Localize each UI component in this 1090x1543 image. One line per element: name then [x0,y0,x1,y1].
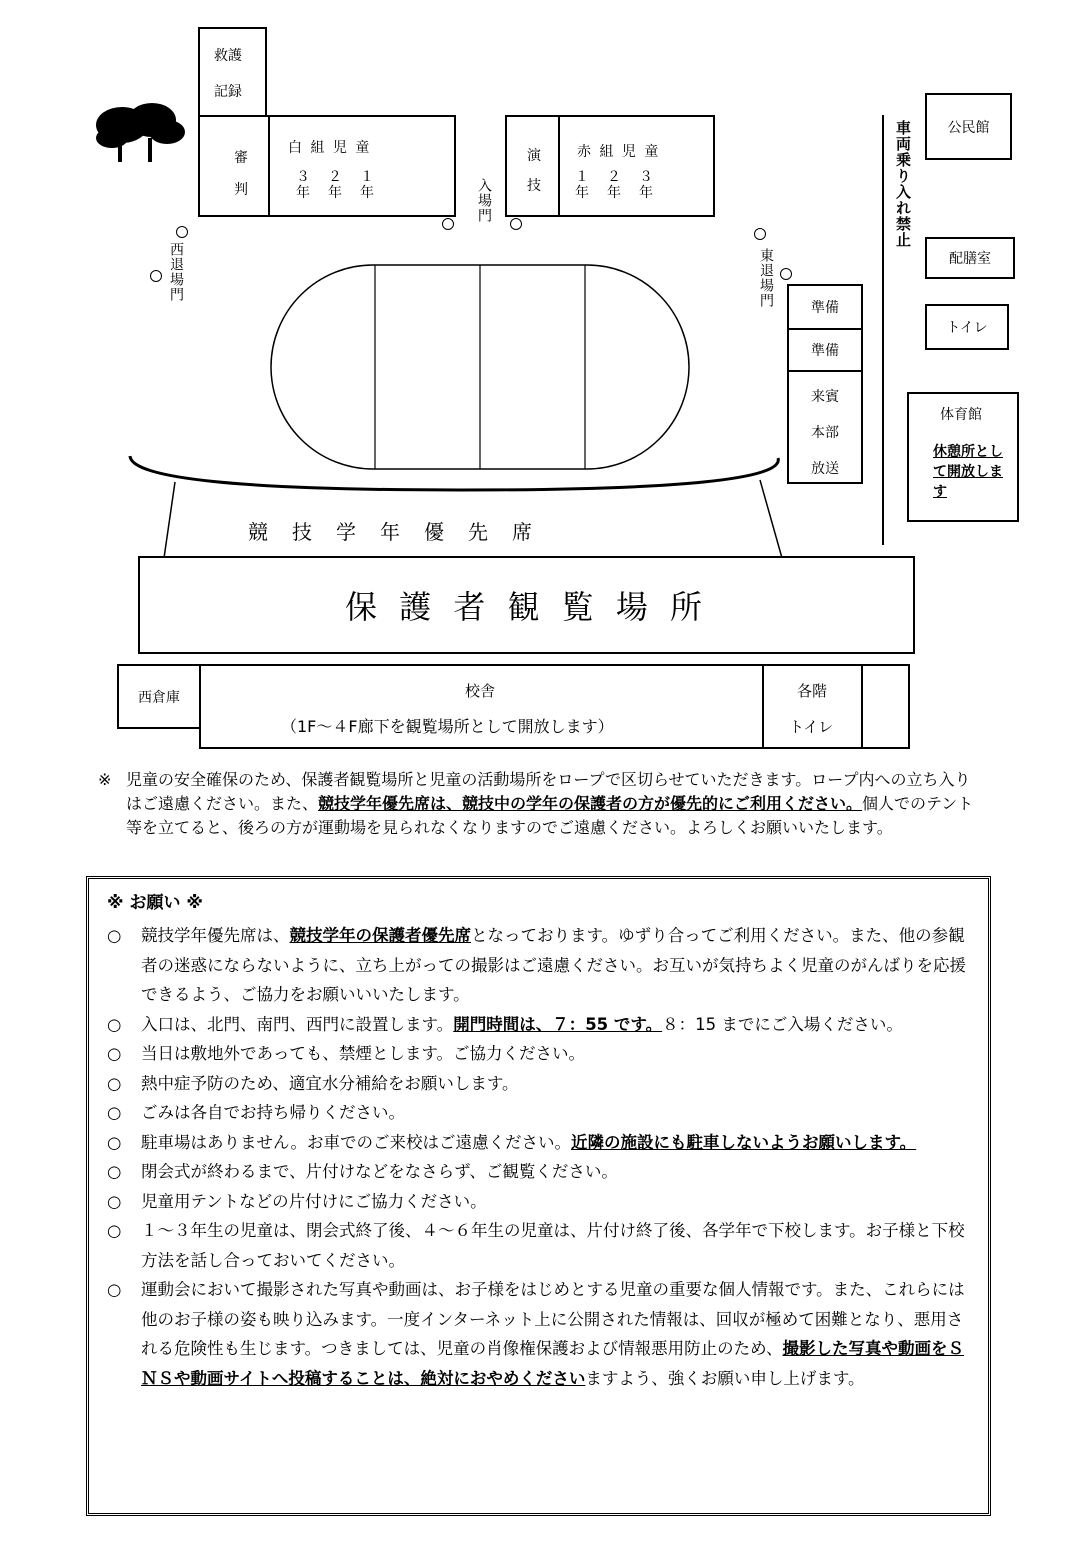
serving-room-label: 配膳室 [949,251,991,267]
performance-label-2: 技 [527,178,541,194]
west-storage [117,664,201,729]
guest-hq-tent [787,284,863,484]
serving-room [925,237,1015,279]
white-grade-3: ３ 年 [296,169,310,201]
judge-label-2: 判 [234,182,248,198]
community-hall-label: 公民館 [947,119,990,136]
running-track [268,262,692,472]
request-item [103,1039,974,1069]
request-text: 駐車場はありません。お車でのご来校はご遠慮ください。 [141,1132,571,1152]
request-text: 当日は敷地外であっても、禁煙とします。ご協力ください。 [141,1044,586,1063]
gate-post-icon [176,226,188,238]
request-item [103,1098,974,1128]
request-text: ごみは各自でお持ち帰りください。 [141,1103,405,1122]
request-text: 児童用テントなどの片付けにご協力ください。 [141,1191,487,1211]
request-item [103,1187,974,1217]
rescue-label: 救護 [214,48,242,64]
red-grade-1: １ 年 [575,169,589,201]
guest-label: 来賓 [811,389,839,405]
prep-label-1: 準備 [811,300,839,316]
request-item [103,1157,974,1187]
notice-bold: 競技学年優先席は、競技中の学年の保護者の方が優先的にご利用ください。 [318,794,863,813]
request-text: 競技学年優先席は、 [141,926,290,945]
school-building-note: （1F～４F廊下を観覧場所として開放します） [281,717,614,736]
request-text: 熱中症予防のため、適宜水分補給をお願いします。 [141,1073,519,1093]
notice-text-2: 個人でのテント等を立てると、後ろの方が運動場を見られなくなりますのでご遠慮ください。よろしくお願いいたします。 [126,794,974,837]
broadcast-label: 放送 [811,461,839,477]
red-team-tent [505,115,715,217]
floor-toilets-label-1: 各階 [797,682,828,700]
entrance-gate-label: 入場門 [476,178,492,223]
red-team-title: 赤 組 児 童 [577,144,661,160]
bullet-icon: ○ [107,1191,122,1211]
bullet-icon: ○ [107,1280,122,1299]
rescue-record-tent [198,27,267,117]
request-text: となっております。ゆずり合ってご利用ください。また、他の参観者の迷惑にならないように、立ち上がっての撮影はご遠慮ください。お互いが気持ちよく児童のがんばりを応援できるよう、ご協力をお願いいいたします。 [141,926,966,1004]
request-item [103,921,974,1010]
requests-list [103,921,974,1393]
gate-post-icon [754,228,766,240]
no-vehicles-label: 車両乗り入れ禁止 [894,120,912,248]
road-line [882,115,884,545]
guardian-viewing-area [138,556,915,654]
request-text: 運動会において撮影された写真や動画は、お子様をはじめとする児童の重要な個人情報です。また、これらには他のお子様の姿も映り込みます。一度インターネット上に公開された情報は、回収が極めて困難となり、悪用される危険性も生じます。つきましては、児童の肖像権保護および情報悪用防止のため、 [141,1280,965,1358]
gate-post-icon [150,270,162,282]
prep-label-2: 準備 [811,343,839,359]
record-label: 記録 [214,84,242,100]
white-grade-1: １ 年 [360,169,374,201]
request-item [103,1128,974,1158]
bullet-icon: ○ [107,1014,122,1034]
west-storage-label: 西倉庫 [138,689,180,706]
west-exit-label: 西退場門 [168,242,184,302]
judge-label-1: 審 [234,150,248,166]
east-exit-label: 東退場門 [758,248,774,308]
bullet-icon: ○ [107,926,122,945]
request-text: 閉会式が終わるまで、片付けなどをなさらず、ご観覧ください。 [141,1162,618,1181]
requests-title: ※ お願い ※ [107,893,203,913]
school-building [199,664,910,749]
request-emphasis: 撮影した写真や動画をＳＮＳや動画サイトへ投稿することは、絶対におやめください [141,1339,965,1388]
red-grade-2: ２ 年 [607,169,621,201]
priority-seats-label: 競 技 学 年 優 先 席 [248,520,534,544]
white-grade-2: ２ 年 [328,169,342,201]
notice-text-1: 児童の安全確保のため、保護者観覧場所と児童の活動場所をロープで区切らせていただきます。ロープ内への立ち入りはご遠慮ください。また、 [126,770,971,813]
request-item [103,1216,974,1275]
guardian-area-label: 保 護 者 観 覧 場 所 [344,588,709,626]
white-team-title: 白 組 児 童 [288,140,372,156]
toilet-label: トイレ [946,320,988,336]
community-hall [925,93,1012,160]
bullet-icon: ○ [107,1044,122,1063]
white-team-tent [198,115,456,217]
hq-label: 本部 [811,425,839,441]
gymnasium [907,392,1019,522]
gym-note: 休憩所として開放します [933,444,1003,500]
rope-notice [98,768,978,840]
request-emphasis: 近隣の施設にも駐車しないようお願いします。 [571,1132,917,1152]
notice-mark: ※ [98,770,112,789]
toilet [925,304,1009,350]
bullet-icon: ○ [107,1132,122,1152]
gate-post-icon [442,218,454,230]
request-item [103,1275,974,1393]
tree-icon [92,100,192,166]
request-emphasis: 開門時間は、７：55 です。 [453,1014,663,1034]
request-text: ますよう、強くお願い申し上げます。 [585,1368,865,1388]
request-text: １～３年生の児童は、閉会式終了後、４～６年生の児童は、片付け終了後、各学年で下校します。お子様と下校方法を話し合っておいてください。 [141,1221,965,1270]
requests-box [86,876,991,1516]
bullet-icon: ○ [107,1162,122,1181]
bullet-icon: ○ [107,1221,122,1240]
red-grade-3: ３ 年 [639,169,653,201]
school-building-title: 校舎 [465,682,496,700]
gate-post-icon [510,218,522,230]
request-text: 入口は、北門、南門、西門に設置します。 [141,1014,454,1034]
request-item [103,1010,974,1040]
request-emphasis: 競技学年の保護者優先席 [289,926,471,945]
performance-label-1: 演 [527,148,541,164]
floor-toilets-label-2: トイレ [789,718,834,736]
bullet-icon: ○ [107,1073,122,1093]
gate-post-icon [780,268,792,280]
request-item [103,1069,974,1099]
request-text: ８：15 までにご入場ください。 [662,1014,903,1034]
gym-title: 体育館 [940,407,982,423]
bullet-icon: ○ [107,1103,122,1122]
